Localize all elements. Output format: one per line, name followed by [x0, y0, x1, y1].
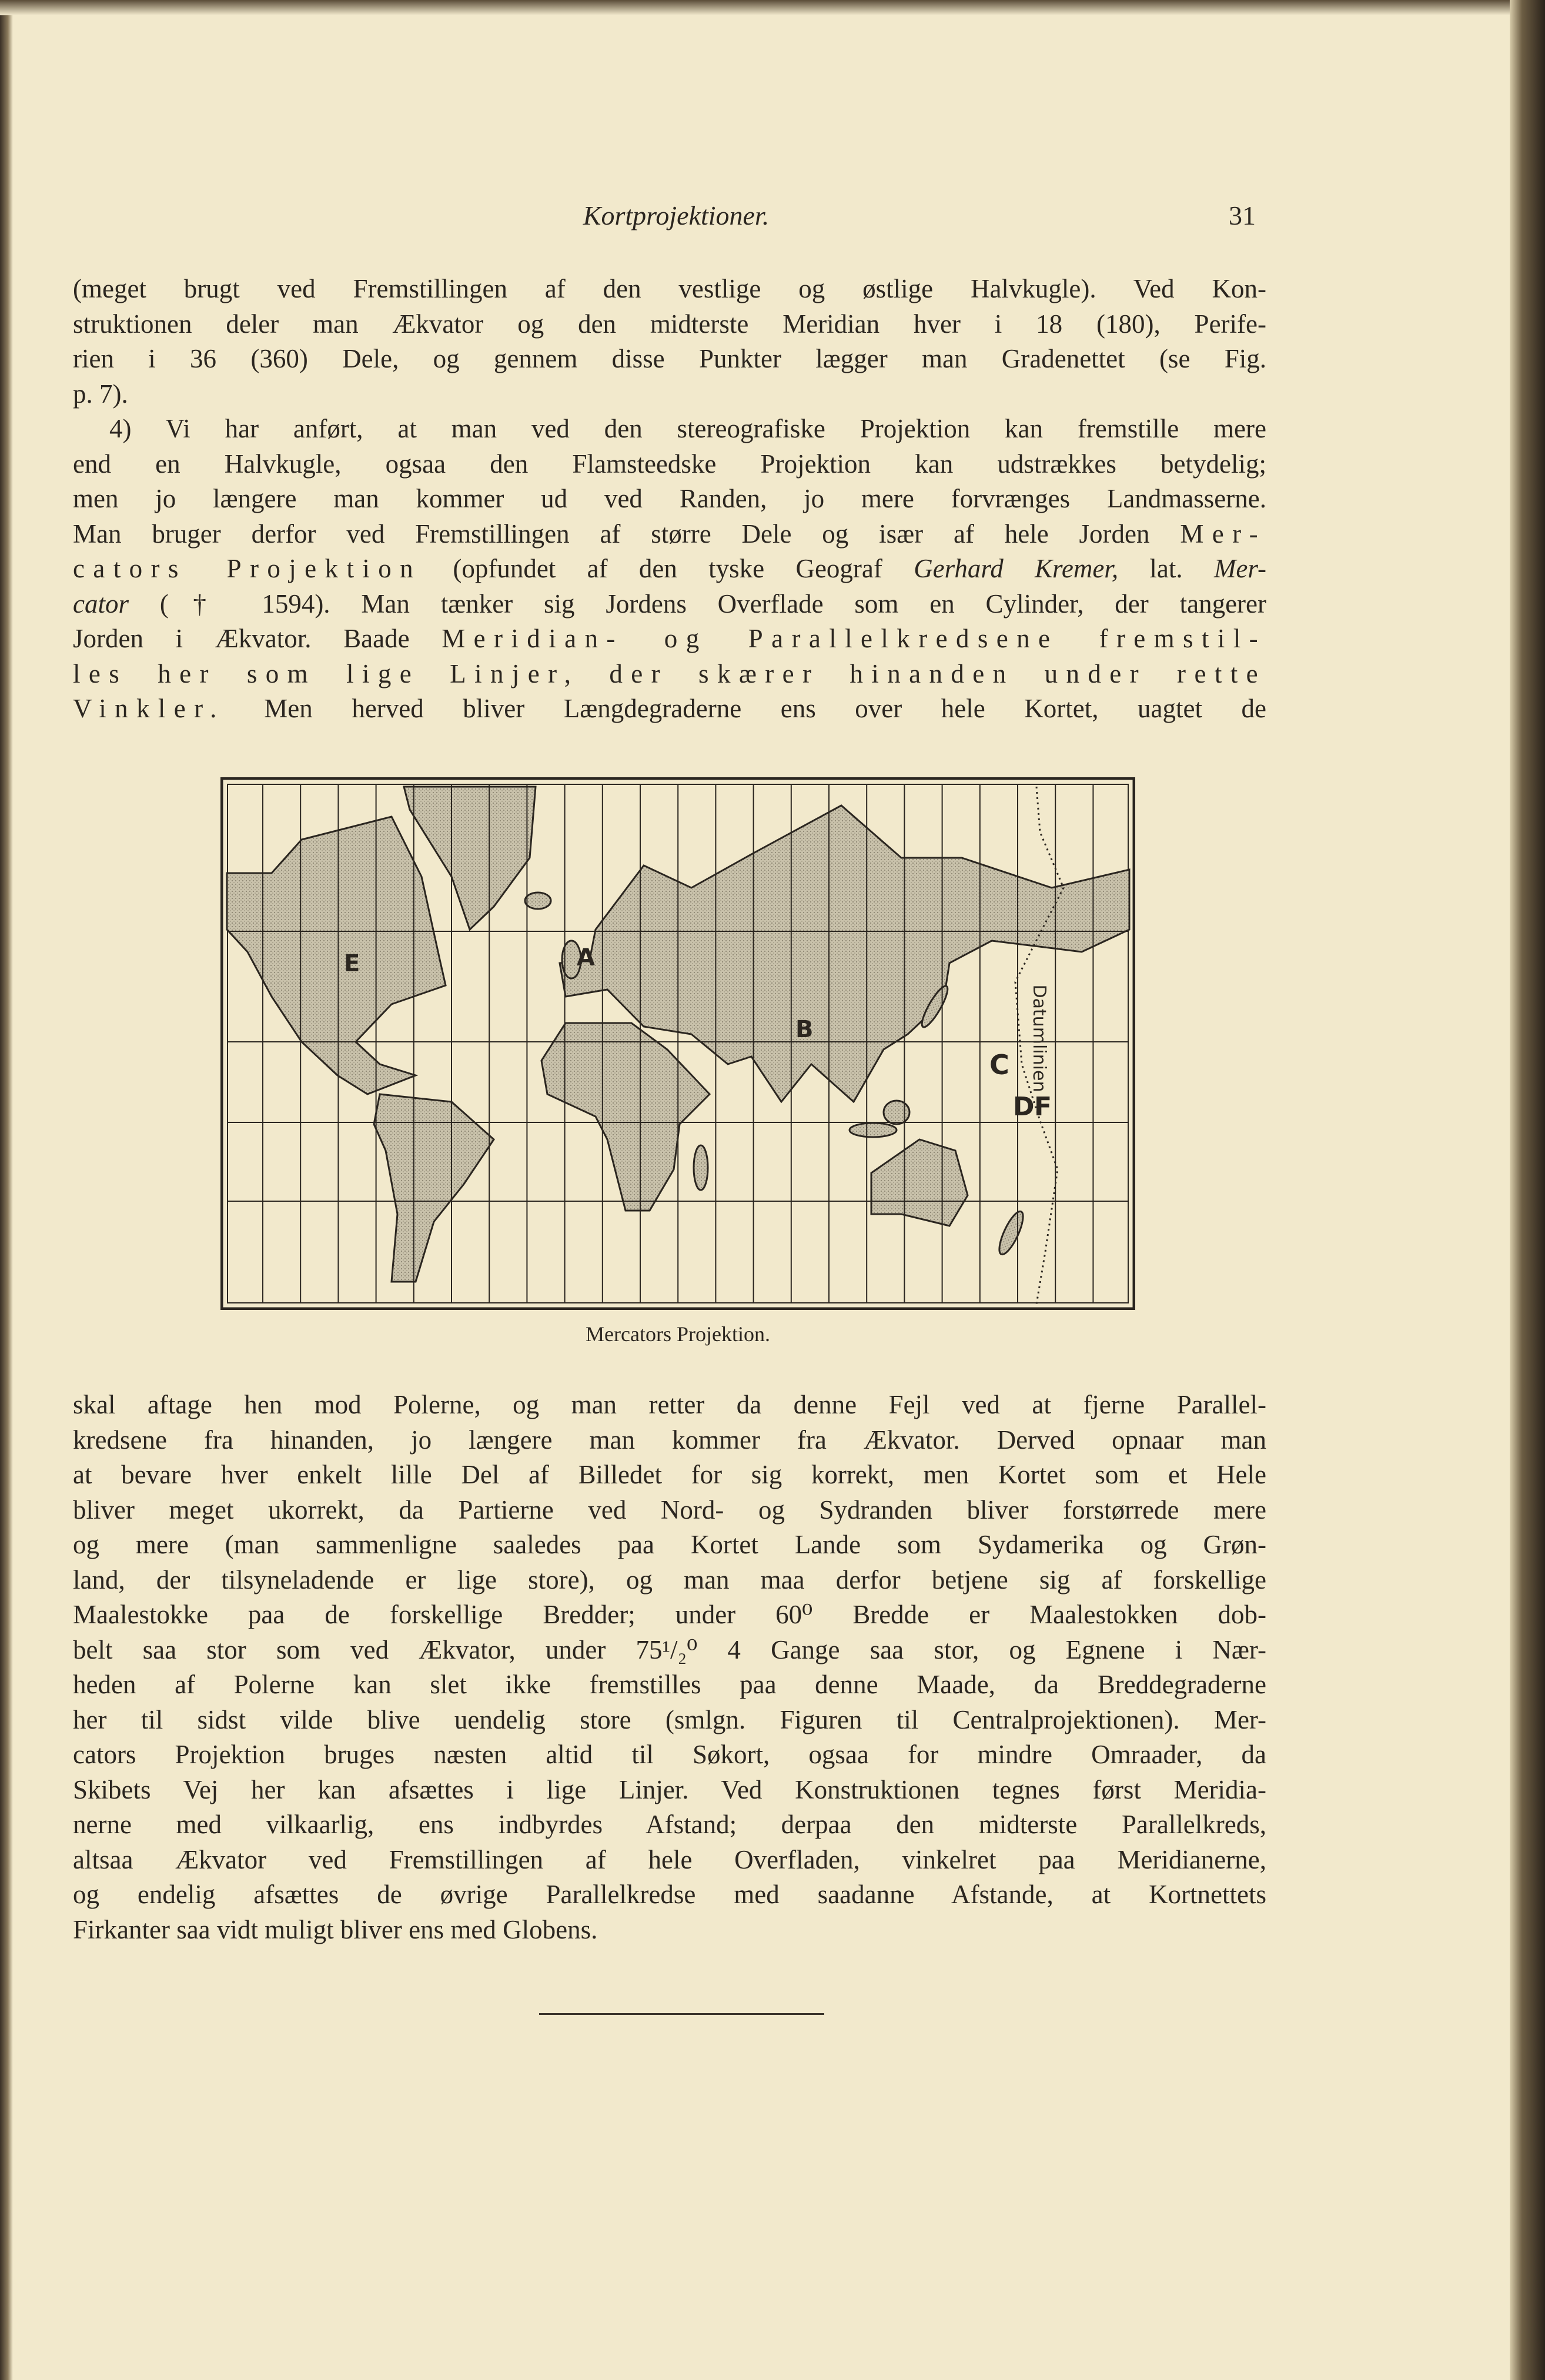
text-line: [73, 447, 1266, 482]
text-line: [73, 412, 1266, 447]
text-segment: end en Halvkugle, ogsaa den Flamsteedske Projektion kan udstrækkes betydelig;: [73, 449, 1266, 479]
text-line: [73, 1388, 1266, 1423]
text-segment: Men herved bliver Længdegraderne ens over hele Kortet, uagtet de: [225, 694, 1266, 723]
text-line: [73, 621, 1266, 657]
mercator-world-map: [220, 777, 1135, 1310]
running-header: Kortprojektioner.: [583, 200, 770, 230]
book-spine-edge: [1510, 0, 1545, 2380]
text-line: [73, 272, 1266, 307]
text-segment: Man bruger derfor ved Fremstillingen af større Dele og især af hele Jorden: [73, 519, 1181, 549]
text-line: [73, 1807, 1266, 1843]
spaced-text: cators Projektion: [73, 554, 422, 583]
text-line: [73, 1597, 1266, 1633]
text-line: [73, 377, 1266, 412]
text-segment: (meget brugt ved Fremstillingen af den vestlige og østlige Halvkugle). Ved Kon-: [73, 274, 1266, 303]
madagascar: [694, 1145, 708, 1190]
text-segment: belt saa stor som ved Ækvator, under 75¹/₂⁰ 4 Gange saa stor, og Egnene i Nær-: [73, 1634, 1266, 1664]
text-line: [73, 587, 1266, 622]
page-edge-left: [0, 0, 13, 2380]
text-line: [73, 551, 1266, 587]
new-zealand: [995, 1209, 1028, 1258]
text-line: [73, 1843, 1266, 1878]
borneo: [884, 1101, 909, 1124]
indonesia: [850, 1123, 897, 1137]
text-line: [73, 482, 1266, 517]
text-segment: lat.: [1118, 554, 1214, 583]
iceland: [525, 893, 551, 909]
text-segment: rien i 36 (360) Dele, og gennem disse Punkter lægger man Gradenettet (se Fig.: [73, 344, 1266, 373]
text-segment: og mere (man sammenligne saaledes paa Kortet Lande som Sydamerika og Grøn-: [73, 1530, 1266, 1559]
text-line: [73, 1703, 1266, 1738]
spaced-text: Meridian- og Parallelkredsene fremstil-: [442, 624, 1266, 653]
paragraph-block-bottom: [73, 1388, 1266, 1947]
section-end-rule: [539, 2013, 824, 2015]
text-segment: struktionen deler man Ækvator og den midterste Meridian hver i 18 (180), Perife-: [73, 309, 1266, 339]
text-segment: p. 7).: [73, 379, 128, 409]
text-segment: skal aftage hen mod Polerne, og man retter da denne Fejl ved at fjerne Parallel-: [73, 1390, 1266, 1419]
map-label-b: B: [795, 1016, 814, 1043]
text-segment: 4) Vi har anført, at man ved den stereografiske Projektion kan fremstille mere: [109, 414, 1266, 443]
text-segment: cators Projektion bruges næsten altid til Søkort, ogsaa for mindre Omraader, da: [73, 1740, 1266, 1769]
africa: [541, 1023, 710, 1211]
text-segment: († 1594). Man tænker sig Jordens Overflade som en Cylinder, der tangerer: [129, 589, 1266, 619]
italic-text: cator: [73, 589, 129, 619]
italic-text: Gerhard Kremer,: [914, 554, 1119, 583]
text-segment: Jorden i Ækvator. Baade: [73, 624, 442, 653]
text-line: [73, 1667, 1266, 1703]
text-line: [73, 1633, 1266, 1668]
page-number: 31: [1229, 200, 1256, 230]
text-line: [73, 657, 1266, 692]
text-segment: Maalestokke paa de forskellige Bredder; under 60⁰ Bredde er Maalestokken dob-: [73, 1600, 1266, 1629]
text-line: [73, 1423, 1266, 1458]
text-segment: heden af Polerne kan slet ikke fremstilles paa denne Maade, da Breddegraderne: [73, 1670, 1266, 1699]
text-segment: land, der tilsyneladende er lige store), og man maa derfor betjene sig af forskellige: [73, 1565, 1266, 1595]
text-line: [73, 1913, 1266, 1948]
text-line: [73, 1877, 1266, 1913]
text-line: [73, 1563, 1266, 1598]
text-segment: (opfundet af den tyske Geograf: [422, 554, 914, 583]
map-label-dateline: Datumlinien: [1029, 984, 1049, 1092]
italic-text: Mer-: [1213, 554, 1266, 583]
text-line: [73, 1527, 1266, 1563]
map-label-f: F: [1034, 1092, 1052, 1122]
map-label-e: E: [344, 950, 360, 977]
text-line: [73, 1493, 1266, 1528]
text-segment: nerne med vilkaarlig, ens indbyrdes Afstand; derpaa den midterste Parallelkreds,: [73, 1810, 1266, 1839]
text-segment: bliver meget ukorrekt, da Partierne ved Nord- og Sydranden bliver forstørrede mere: [73, 1495, 1266, 1525]
text-segment: kredsene fra hinanden, jo længere man kommer fra Ækvator. Derved opnaar man: [73, 1425, 1266, 1455]
text-segment: Skibets Vej her kan afsættes i lige Linjer. Ved Konstruktionen tegnes først Meridia-: [73, 1774, 1266, 1804]
text-line: [73, 1458, 1266, 1493]
paragraph-block-top: [73, 272, 1266, 727]
north-america: [227, 817, 446, 1094]
text-line: [73, 691, 1266, 727]
text-segment: altsaa Ækvator ved Fremstillingen af hele Overfladen, vinkelret paa Meridianerne,: [73, 1844, 1266, 1874]
page-edge-top: [0, 0, 1545, 15]
map-label-a: A: [577, 944, 595, 971]
text-line: [73, 307, 1266, 342]
spaced-text: Mer-: [1180, 519, 1266, 549]
spaced-text: Vinkler.: [73, 694, 225, 723]
text-segment: Firkanter saa vidt muligt bliver ens med Globens.: [73, 1914, 598, 1944]
text-segment: at bevare hver enkelt lille Del af Billedet for sig korrekt, men Kortet som et Hele: [73, 1460, 1266, 1489]
spaced-text: les her som lige Linjer, der skærer hinanden under rette: [73, 658, 1266, 688]
text-segment: men jo længere man kommer ud ved Randen, jo mere forvrænges Landmasserne.: [73, 484, 1266, 513]
text-line: [73, 342, 1266, 377]
text-line: [73, 517, 1266, 552]
map-label-d: D: [1013, 1092, 1035, 1122]
map-label-c: C: [989, 1049, 1009, 1081]
text-segment: her til sidst vilde blive uendelig store (smlgn. Figuren til Centralprojektionen). Mer-: [73, 1704, 1266, 1734]
text-line: [73, 1773, 1266, 1808]
australia: [871, 1139, 968, 1226]
text-line: [73, 1737, 1266, 1773]
text-segment: og endelig afsættes de øvrige Parallelkredse med saadanne Afstande, at Kortnettets: [73, 1880, 1266, 1909]
figure-caption: Mercators Projektion.: [586, 1322, 770, 1346]
